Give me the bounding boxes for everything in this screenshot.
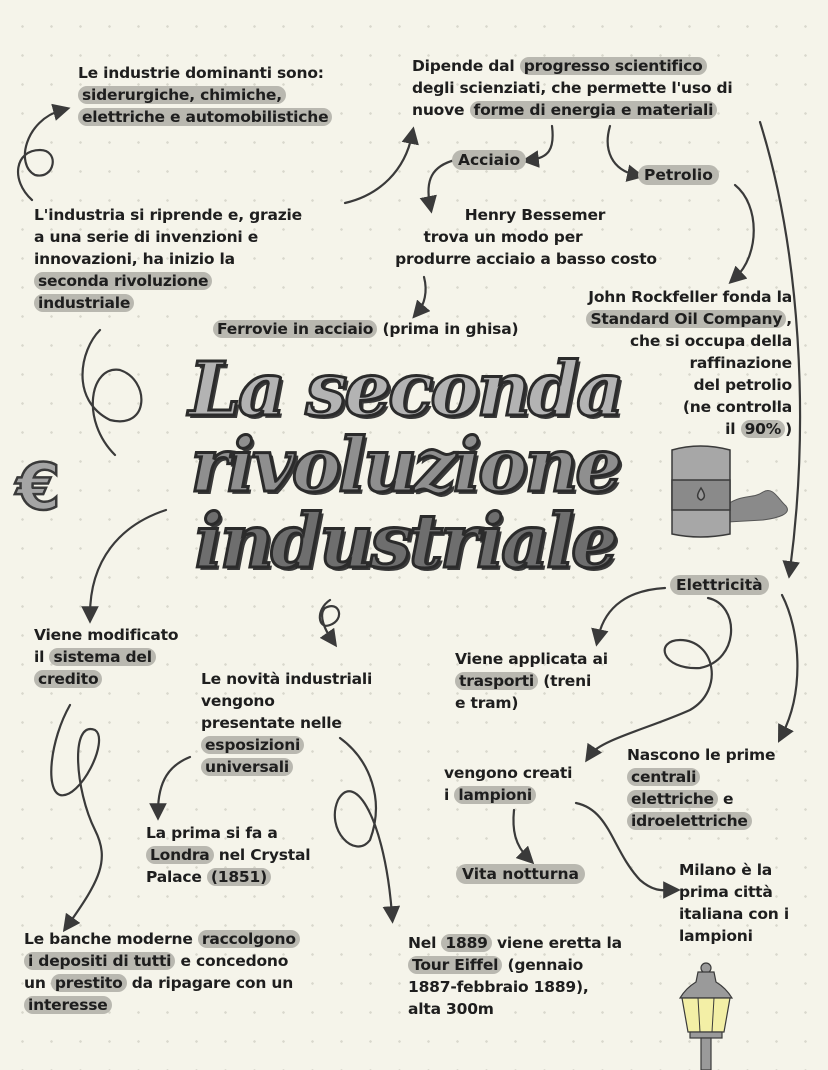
note-text: il	[725, 420, 741, 438]
highlight: 1889	[441, 934, 491, 952]
note-text: e concedono	[175, 952, 289, 970]
page-title	[170, 347, 640, 585]
note-line: che si occupa della	[630, 332, 792, 350]
highlight: elettriche e automobilistiche	[78, 108, 332, 126]
highlight: Standard Oil Company	[586, 310, 786, 328]
note-milano	[679, 859, 789, 947]
highlight: elettriche	[627, 790, 718, 808]
note-line: innovazioni, ha inizio la	[34, 250, 235, 268]
note-line: vengono creati	[444, 764, 573, 782]
note-line: a una serie di invenzioni e	[34, 228, 259, 246]
note-text: Nel	[408, 934, 442, 952]
note-line: La prima si fa a	[146, 824, 278, 842]
note-text: nel Crystal	[213, 846, 311, 864]
note-industry-recovers	[34, 204, 302, 314]
note-text: i	[444, 786, 455, 804]
note-text: )	[785, 420, 792, 438]
note-eiffel	[408, 932, 622, 1020]
euro-icon: €	[16, 451, 61, 525]
node-vita-notturna: Vita notturna	[456, 864, 585, 884]
note-line: Le industrie dominanti sono:	[78, 64, 324, 82]
highlight: esposizioni	[201, 736, 304, 754]
note-text: Dipende dal	[412, 57, 520, 75]
note-banche	[24, 928, 300, 1016]
highlight: (1851)	[207, 868, 271, 886]
highlight: siderurgiche, chimiche,	[78, 86, 286, 104]
node-elettricita: Elettricità	[670, 575, 769, 595]
note-line: Le novità industriali	[201, 670, 373, 688]
note-line: Milano è la	[679, 861, 773, 879]
note-line: prima città	[679, 883, 773, 901]
highlight: centrali	[627, 768, 700, 786]
note-line: Viene modificato	[34, 626, 179, 644]
highlight: sistema del	[49, 648, 155, 666]
note-text: un	[24, 974, 51, 992]
title-line-1: La seconda	[188, 347, 622, 433]
note-line: alta 300m	[408, 1000, 494, 1018]
note-text: da ripagare con un	[126, 974, 294, 992]
note-text: ,	[786, 310, 792, 328]
node-petrolio: Petrolio	[638, 165, 719, 185]
highlight: forme di energia e materiali	[470, 101, 718, 119]
note-dominant-industries	[78, 62, 332, 128]
highlight: idroelettriche	[627, 812, 752, 830]
highlight: Londra	[146, 846, 214, 864]
note-text: viene eretta la	[491, 934, 622, 952]
note-text: (prima in ghisa)	[377, 320, 519, 338]
highlight: 90%	[741, 420, 786, 438]
note-line: degli scienziati, che permette l'uso di	[412, 79, 733, 97]
note-ferrovie	[213, 318, 518, 340]
note-line: presentate nelle	[201, 714, 342, 732]
highlight: industriale	[34, 294, 134, 312]
highlight: raccolgono	[198, 930, 300, 948]
highlight: Tour Eiffel	[408, 956, 502, 974]
note-lampioni	[444, 762, 572, 806]
oil-barrel-icon	[668, 444, 792, 540]
highlight: prestito	[51, 974, 127, 992]
note-credito	[34, 624, 178, 690]
note-line: trova un modo per	[423, 228, 583, 246]
highlight: Ferrovie in acciaio	[213, 320, 377, 338]
note-novita-industriali	[201, 668, 372, 778]
highlight: interesse	[24, 996, 112, 1014]
title-line-2: rivoluzione	[190, 423, 620, 509]
note-line: Nascono le prime	[627, 746, 776, 764]
note-text: il	[34, 648, 50, 666]
note-londra	[146, 822, 310, 888]
highlight: lampioni	[454, 786, 536, 804]
note-line: L'industria si riprende e, grazie	[34, 206, 302, 224]
note-line: italiana con i	[679, 905, 789, 923]
highlight: credito	[34, 670, 102, 688]
note-line: 1887-febbraio 1889),	[408, 978, 589, 996]
note-line: John Rockfeller fonda la	[588, 288, 792, 306]
note-text: Le banche moderne	[24, 930, 198, 948]
note-centrali	[627, 744, 775, 832]
highlight: i depositi di tutti	[24, 952, 175, 970]
note-bessemer	[366, 204, 686, 270]
note-text: (gennaio	[502, 956, 584, 974]
note-line: vengono	[201, 692, 275, 710]
highlight: progresso scientifico	[520, 57, 707, 75]
note-text: nuove	[412, 101, 470, 119]
note-line: (ne controlla	[682, 398, 792, 416]
note-line: lampioni	[679, 927, 753, 945]
highlight: seconda rivoluzione	[34, 272, 212, 290]
highlight: trasporti	[455, 672, 538, 690]
note-trasporti	[455, 648, 608, 714]
note-line: Viene applicata ai	[455, 650, 608, 668]
note-line: produrre acciaio a basso costo	[395, 250, 657, 268]
note-text: Palace	[146, 868, 207, 886]
note-depends-on-science	[412, 55, 733, 121]
title-line-3: industriale	[194, 499, 616, 585]
node-acciaio: Acciaio	[452, 150, 526, 170]
note-line: del petrolio	[693, 376, 792, 394]
highlight: universali	[201, 758, 293, 776]
note-text: e	[717, 790, 734, 808]
note-text: (treni	[538, 672, 592, 690]
street-lamp-icon	[676, 962, 736, 1070]
note-line: e tram)	[455, 694, 519, 712]
note-line: raffinazione	[689, 354, 792, 372]
note-line: Henry Bessemer	[464, 206, 606, 224]
